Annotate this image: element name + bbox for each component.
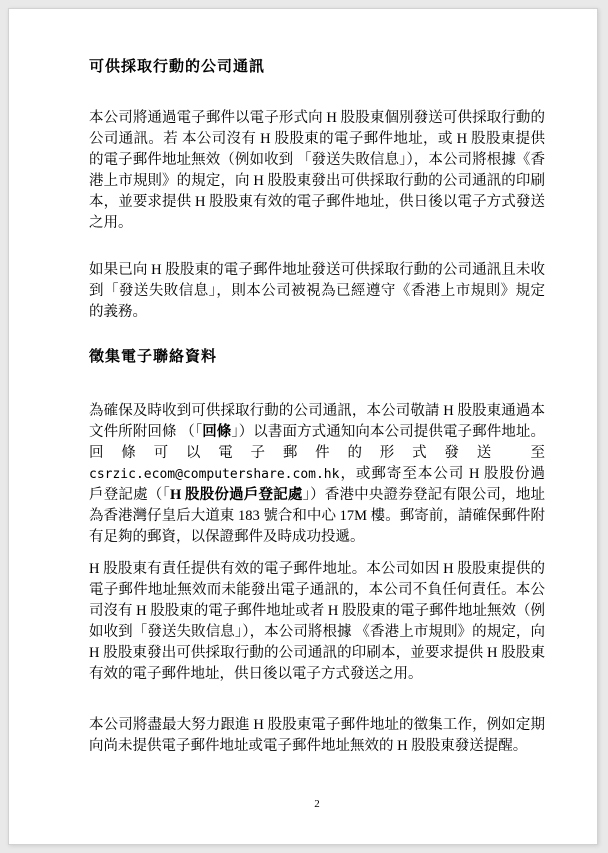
registrar-email-address: csrzic.ecom@computershare.com.hk (89, 467, 340, 482)
paragraph-email-delivery-policy: 本公司將通過電子郵件以電子形式向 H 股股東個別發送可供採取行動的公司通訊。若 本公司沒有 H 股股東的電子郵件地址，或 H 股股東提供的電子郵件地址無效（例如收到 「發送失敗信息」），本公司將根據《香港上市規則》的規定，向 H 股股東發出可供採取行動的公司通訊的印刷本，並要求提供 H 股股東有效的電子郵件地址，供日後以電子方式發送之用。 (89, 110, 545, 231)
reply-form-text-segment: 為確保及時收到可供採取行動的公司通訊，本公司敬請 H 股股東通過本文件所附回條 （「 (89, 403, 545, 440)
paragraph-shareholder-responsibility: H 股股東有責任提供有效的電子郵件地址。本公司如因 H 股股東提供的電子郵件地址無效而未能發出電子通訊的，本公司不負任何責任。本公司沒有 H 股股東的電子郵件地址或者 H 股股東的電子郵件地址無效（例如收到「發送失敗信息」），本公司將根據 《香港上市規則》的規定，向 H 股股東發出可供採取行動的公司通訊的印刷本，並要求提供 H 股股東有效的電子郵件地址，供日後以電子方式發送之用。 (89, 561, 545, 682)
paragraph-follow-up-reminders: 本公司將盡最大努力跟進 H 股股東電子郵件地址的徵集工作，例如定期向尚未提供電子郵件地址或電子郵件地址無效的 H 股股東發送提醒。 (89, 717, 545, 754)
share-registrar-bold-term: H 股股份過戶登記處 (169, 487, 303, 503)
paragraph-reply-form-instructions (89, 401, 545, 548)
reply-form-text-segment: ，或郵寄至本公司 H 股股份過戶登記處（「 (89, 466, 545, 503)
heading-collection-of-electronic-contact-details: 徵集電子聯絡資料 (89, 349, 218, 365)
page-number: 2 (314, 798, 320, 810)
document-page (8, 8, 598, 845)
reply-form-text-segment: 」）以書面方式通知向本公司提供電子郵件地址。回條可以電子郵件的形式發送 至 (89, 424, 546, 461)
reply-form-bold-term: 回條 (202, 424, 232, 440)
document-content (9, 9, 597, 757)
reply-form-text-segment: 」）香港中央證券登記有限公司，地址為香港灣仔皇后大道東 183 號合和中心 17M 樓。郵寄前，請確保郵件附有足夠的郵資，以保證郵件及時成功投遞。 (89, 487, 546, 545)
heading-actionable-corporate-communications: 可供採取行動的公司通訊 (89, 59, 266, 75)
paragraph-deemed-compliance: 如果已向 H 股股東的電子郵件地址發送可供採取行動的公司通訊且未收到「發送失敗信息」，則本公司被視為已經遵守《香港上市規則》規定的義務。 (89, 262, 545, 320)
